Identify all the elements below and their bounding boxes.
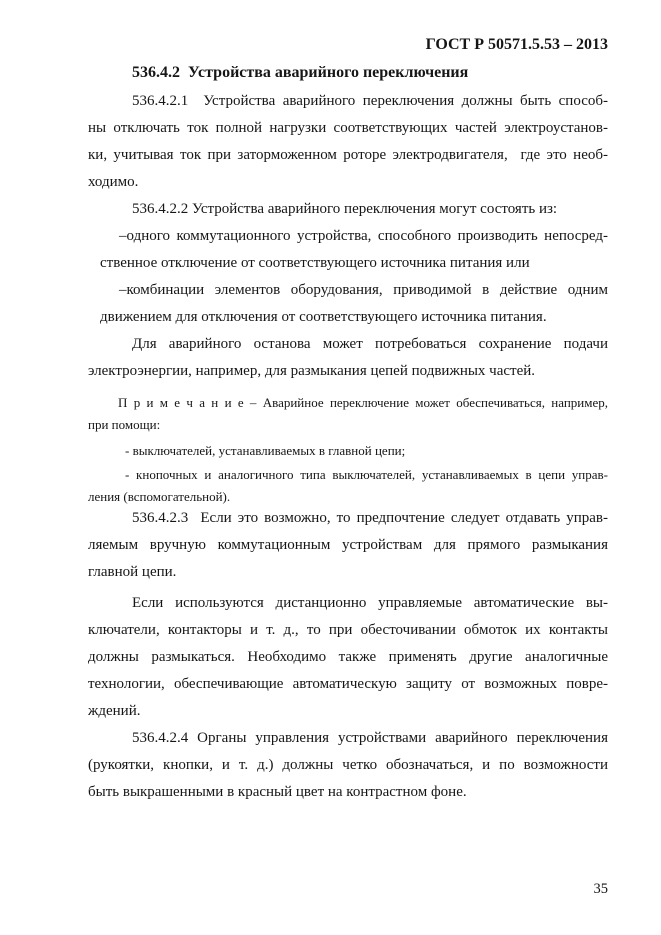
text-line: –комбинации элементов оборудования, приводимой в действие одним [119,282,608,298]
paragraph-536-4-2-4 [88,725,608,806]
running-header-standard-code: ГОСТ Р 50571.5.53 – 2013 [425,36,608,53]
text-line: должны размыкаться. Необходимо также применять другие аналогичные [88,649,608,665]
text-line: ключатели, контакторы и т. д., то при обесточивании обмоток их контакты [88,622,608,638]
paragraph-536-4-2-3 [88,505,608,586]
note-list-item-main-circuit-switches [88,440,608,462]
text-line: ляемым вручную коммутационным устройствам для прямого размыкания [88,537,608,553]
text-line: технологии, обеспечивающие автоматическую защиту от возможных повре- [88,676,608,692]
text-line: 536.4.2.4 Органы управления устройствами аварийного переключения [132,730,608,746]
text-line: электроэнергии, например, для размыкания цепей подвижных частей. [88,363,536,379]
text-line: 536.4.2.3 Если это возможно, то предпочтение следует отдавать управ- [132,510,608,526]
text-line: - кнопочных и аналогичного типа выключателей, устанавливаемых в цепи управ- [125,467,608,482]
paragraph-536-4-2-2 [88,196,608,223]
paragraph-remote-controlled-breakers [88,590,608,725]
text-line: Для аварийного останова может потребоваться сохранение подачи [132,336,608,352]
text-line: ственное отключение от соответствующего источника питания или [100,255,530,271]
text-line: Если используются дистанционно управляемые автоматические вы- [132,595,608,611]
dash-list-item-equipment-combination [100,277,608,331]
text-line: ждений. [88,703,141,719]
text-line: П р и м е ч а н и е – Аварийное переключение может обеспечиваться, например, [118,395,608,410]
paragraph-emergency-stop [88,331,608,385]
text-line: главной цепи. [88,564,177,580]
text-line: ходимо. [88,174,139,190]
text-line: - выключателей, устанавливаемых в главной цепи; [125,443,406,458]
text-line: –одного коммутационного устройства, способного производить непосред- [119,228,608,244]
text-line: ки, учитывая ток при заторможенном роторе электродвигателя, где это необ- [88,147,608,163]
text-line: (рукоятки, кнопки, и т. д.) должны четко обозначаться, и по возможности [88,757,608,773]
note-paragraph [88,392,608,436]
text-line: при помощи: [88,417,161,432]
text-line: быть выкрашенными в красный цвет на контрастном фоне. [88,784,467,800]
text-line: 536.4.2.1 Устройства аварийного переключения должны быть способ- [132,93,608,109]
text-line: движением для отключения от соответствующего источника питания. [100,309,547,325]
paragraph-536-4-2-1 [88,88,608,196]
dash-list-item-single-switching-device [100,223,608,277]
page-number: 35 [593,881,608,897]
text-line: ны отключать ток полной нагрузки соответствующих частей электроустанов- [88,120,608,136]
text-line: 536.4.2.2 Устройства аварийного переключения могут состоять из: [132,201,558,217]
note-list-item-pushbutton-switches [88,464,608,508]
section-heading: 536.4.2 Устройства аварийного переключения [132,64,469,81]
text-line: ления (вспомогательной). [88,489,231,504]
